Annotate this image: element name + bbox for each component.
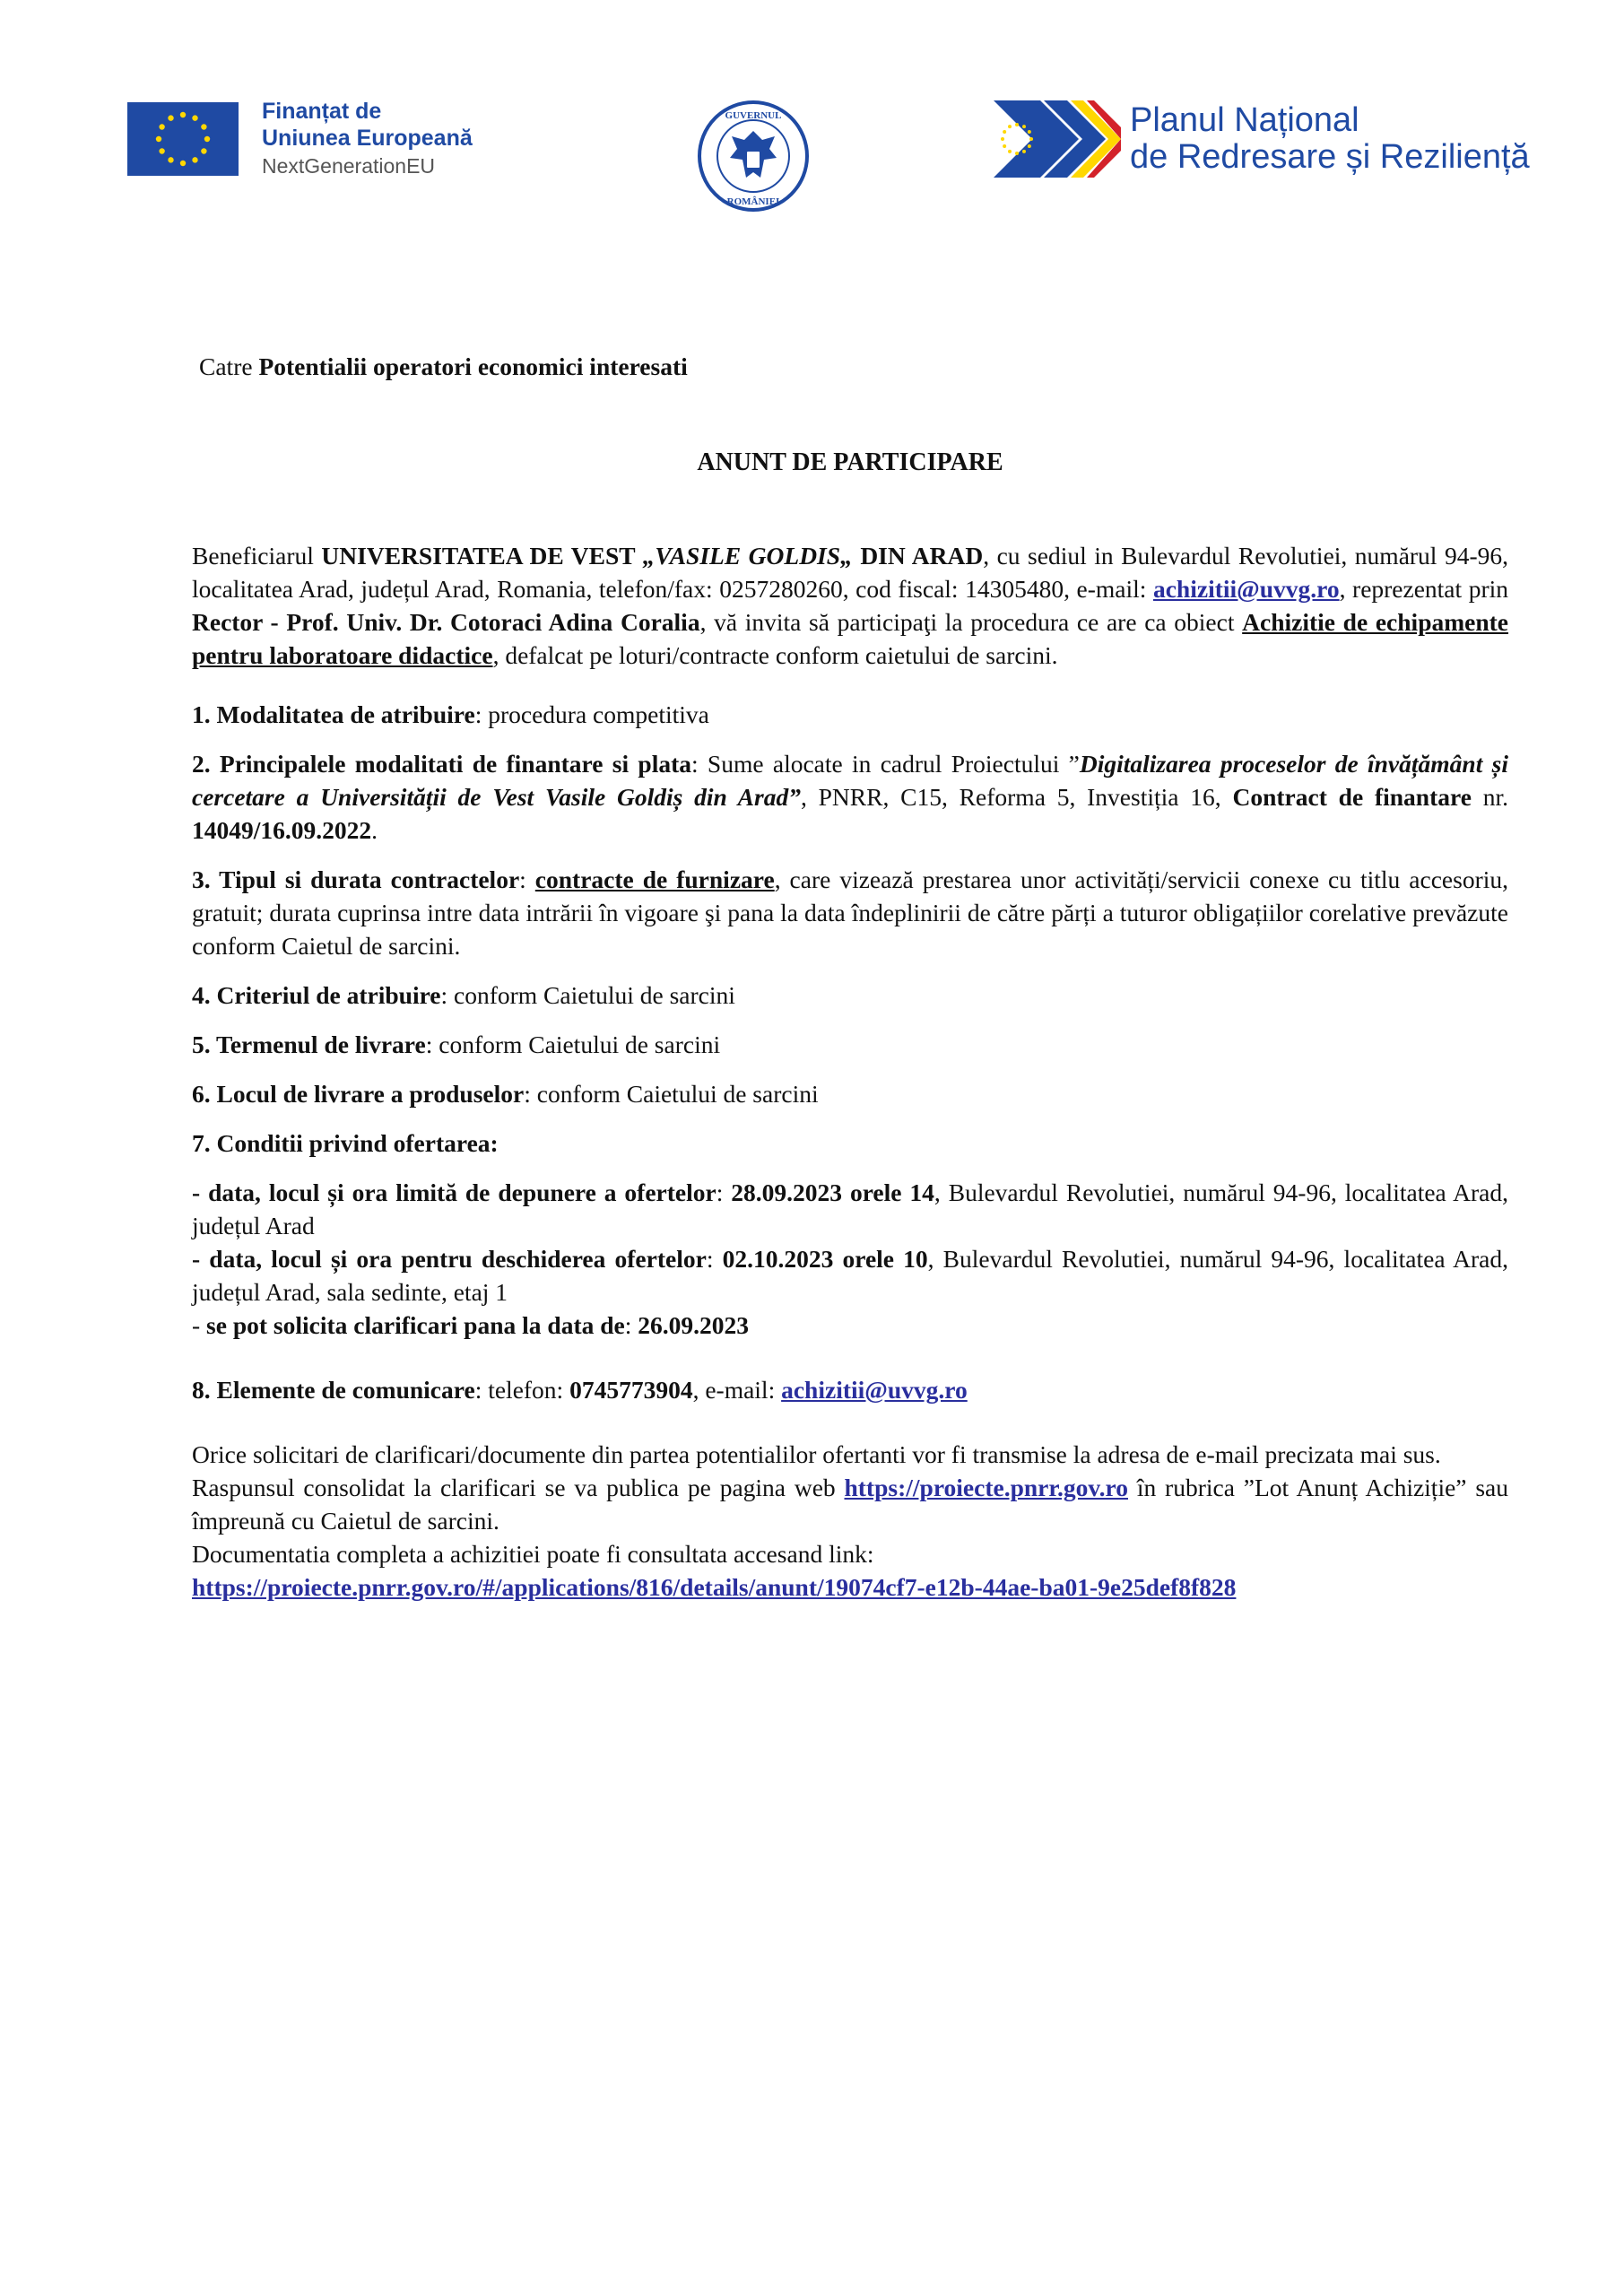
section-2-text-1: : Sume alocate in cadrul Proiectului ” [691, 750, 1080, 778]
section-1 [192, 698, 1508, 731]
section-2-text-3: nr. [1471, 783, 1509, 811]
university-name-1: UNIVERSITATEA DE VEST [321, 542, 643, 570]
pnrr-logo [994, 100, 1530, 178]
section-3 [192, 863, 1508, 962]
clarif-dash: - [192, 1311, 207, 1339]
section-3-text-1: : [519, 865, 535, 893]
pnrr-flag-icon [994, 100, 1121, 178]
section-1-label: 1. Modalitatea de atribuire [192, 700, 475, 728]
clarification-note: Orice solicitari de clarificari/documente din partea potentialilor ofertanti vor fi transmise la adresa de e-mail precizata mai sus. [192, 1440, 1441, 1468]
documentation-link-line [192, 1570, 1508, 1604]
section-8-label: 8. Elemente de comunicare [192, 1376, 475, 1404]
section-6-text: : conform Caietului de sarcini [524, 1080, 819, 1108]
document-title: ANUNT DE PARTICIPARE [697, 448, 1003, 476]
section-6 [192, 1077, 1508, 1110]
header-logos [0, 0, 1624, 215]
section-5 [192, 1028, 1508, 1061]
contact-email-link[interactable]: achizitii@uvvg.ro [781, 1376, 968, 1404]
opening-value: 02.10.2023 orele 10 [722, 1245, 928, 1273]
section-2-text-2: , PNRR, C15, Reforma 5, Investiția 16, [800, 783, 1233, 811]
eu-star [201, 124, 206, 129]
deadline-sep: : [716, 1178, 732, 1206]
document-body [192, 350, 1508, 1604]
intro-text-1: Beneficiarul [192, 542, 322, 570]
procurement-object: Achizitie de echipamente pentru laboratoare didactice [192, 608, 1509, 669]
clarif-sep: : [624, 1311, 638, 1339]
eu-star [168, 157, 173, 162]
section-3-text-2: , care vizează prestarea unor activități/servicii conexe cu titlu accesoriu, gratuit; durata cuprinsa intre data intrării în vigoare şi pana la data îndeplinirii de către părți a tuturor obligațiilor corelative prevăzute conform Caietul de sarcini. [192, 865, 1508, 960]
intro-email-link[interactable]: achizitii@uvvg.ro [1152, 575, 1340, 603]
recipient-line [192, 350, 1508, 383]
eu-star [1001, 137, 1004, 141]
recipient-prefix: Catre [199, 352, 259, 380]
section-7-item-3 [192, 1309, 1508, 1342]
section-6-label: 6. Locul de livrare a produselor [192, 1080, 525, 1108]
eu-funding-logo [127, 99, 473, 178]
section-5-label: 5. Termenul de livrare [192, 1031, 426, 1058]
section-8-text-2: , e-mail: [692, 1376, 782, 1404]
section-7-label: 7. Conditii privind ofertarea: [192, 1129, 499, 1157]
eu-star [1003, 130, 1006, 134]
eu-star [1022, 150, 1026, 153]
opening-sep: : [706, 1245, 723, 1273]
eu-star [180, 160, 186, 165]
eu-star [1022, 125, 1026, 128]
eu-star [156, 135, 161, 141]
consolidated-text-2: în rubrica ”Lot Anunț Achiziție” sau împreună cu Caietul de sarcini. [192, 1474, 1508, 1535]
clarification-date: 26.09.2023 [638, 1311, 750, 1339]
section-8-text-1: : telefon: [474, 1376, 570, 1404]
deadline-place: , Bulevardul Revolutiei, numărul 94-96, localitatea Arad, județul Arad [192, 1178, 1509, 1239]
eu-logo-line3: NextGenerationEU [262, 154, 436, 178]
section-7-heading [192, 1126, 1508, 1160]
eu-star [168, 115, 173, 120]
section-4 [192, 978, 1508, 1012]
intro-paragraph [192, 539, 1508, 672]
svg-text:ROMÂNIEI: ROMÂNIEI [726, 196, 780, 207]
eu-star [204, 135, 210, 141]
clarification-label: se pot solicita clarificari pana la data de [206, 1311, 625, 1339]
pnrr-portal-link[interactable]: https://proiecte.pnrr.gov.ro [844, 1474, 1128, 1501]
project-name: Digitalizarea proceselor de învățământ și cercetare a Universității de Vest Vasile Goldiș din Arad” [192, 750, 1508, 811]
section-5-text: : conform Caietului de sarcini [425, 1031, 721, 1058]
section-8 [192, 1373, 1508, 1406]
eu-star [192, 115, 197, 120]
consolidated-answer-note [192, 1471, 1508, 1537]
eu-star [159, 124, 164, 129]
section-3-label: 3. Tipul si durata contractelor [192, 865, 520, 893]
opening-place: , Bulevardul Revolutiei, numărul 94-96, localitatea Arad, județul Arad, sala sedinte, etaj 1 [192, 1245, 1509, 1306]
consolidated-text-1: Raspunsul consolidat la clarificari se va publica pe pagina web [192, 1474, 845, 1501]
eu-star [1029, 137, 1033, 141]
section-7-item-1 [192, 1176, 1508, 1242]
section-1-text: : procedura competitiva [474, 700, 709, 728]
intro-text-2: , cu sediul in Bulevardul Revolutiei, numărul 94-96, localitatea Arad, județul Arad, Romania, telefon/fax: 0257280260, cod fiscal: 14305480, e-mail: [192, 542, 1508, 603]
intro-text-5: , defalcat pe loturi/contracte conform caietului de sarcini. [492, 641, 1058, 669]
eu-star [201, 148, 206, 153]
contract-number: 14049/16.09.2022 [192, 816, 372, 844]
eu-star [180, 111, 186, 117]
romanian-government-seal-icon [696, 99, 811, 213]
svg-text:GUVERNUL: GUVERNUL [725, 110, 782, 121]
representative-name: Rector - Prof. Univ. Dr. Cotoraci Adina Coralia [192, 608, 700, 636]
eu-star [1008, 125, 1012, 128]
eu-star [1015, 152, 1019, 155]
opening-label: - data, locul și ora pentru deschiderea ofertelor [192, 1245, 707, 1273]
contract-type: contracte de furnizare [534, 865, 775, 893]
eu-star [1003, 144, 1006, 148]
eu-star [1008, 150, 1012, 153]
eu-star [159, 148, 164, 153]
documentation-link[interactable]: https://proiecte.pnrr.gov.ro/#/applications/816/details/anunt/19074cf7-e12b-44ae-ba01-9e25def8f828 [192, 1573, 1237, 1601]
section-2-text-4: . [371, 816, 378, 844]
intro-text-3: , reprezentat prin [1339, 575, 1508, 603]
section-4-label: 4. Criteriul de atribuire [192, 981, 441, 1009]
section-2 [192, 747, 1508, 847]
eu-star [1015, 123, 1019, 126]
university-name-italic: „VASILE GOLDIS„ [642, 542, 853, 570]
intro-text-4: , vă invita să participaţi la procedura ce are ca obiect [699, 608, 1243, 636]
deadline-label: - data, locul și ora limită de depunere a ofertelor [192, 1178, 716, 1206]
pnrr-logo-line2: de Redresare și Reziliență [1130, 138, 1530, 176]
section-4-text: : conform Caietului de sarcini [440, 981, 735, 1009]
eu-logo-line2: Uniunea Europeană [262, 125, 473, 151]
deadline-value: 28.09.2023 orele 14 [731, 1178, 934, 1206]
eu-logo-line1: Finanțat de [262, 99, 382, 124]
eu-star [192, 157, 197, 162]
pnrr-logo-line1: Planul Național [1130, 100, 1359, 139]
contact-phone: 0745773904 [569, 1376, 693, 1404]
section-7-item-2 [192, 1242, 1508, 1309]
section-2-label: 2. Principalele modalitati de finantare si plata [192, 750, 691, 778]
eu-star [1028, 144, 1031, 148]
eu-star [1028, 130, 1031, 134]
university-name-2: DIN ARAD [852, 542, 984, 570]
documentation-note: Documentatia completa a achizitiei poate fi consultata accesand link: [192, 1540, 874, 1568]
contract-label: Contract de finantare [1232, 783, 1472, 811]
recipient-name: Potentialii operatori economici interesati [258, 352, 688, 380]
eu-flag-icon [127, 102, 239, 176]
